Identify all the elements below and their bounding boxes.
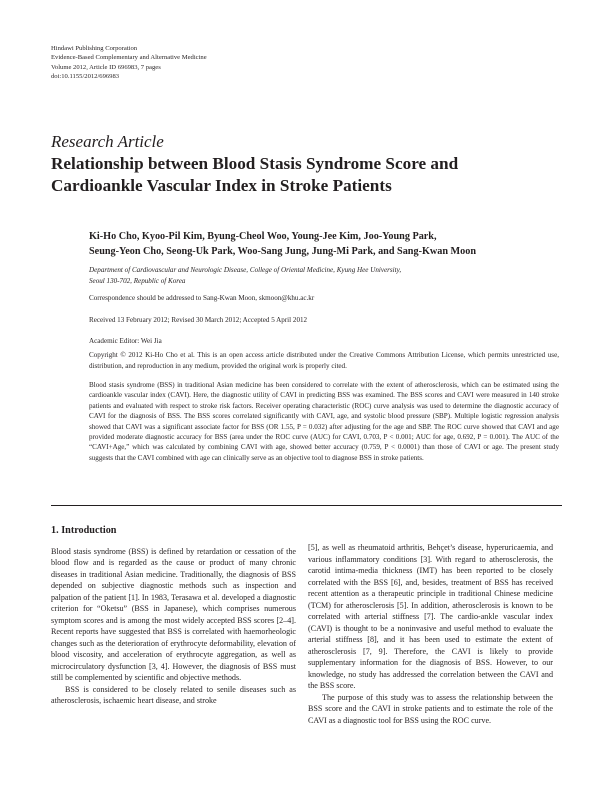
section-divider: [51, 505, 562, 506]
copyright-notice: Copyright © 2012 Ki-Ho Cho et al. This is an open access article distributed under the Creative Commons Attribution License, which permits unrestricted use, distribution, and reproduction in any medium, provided the original work is properly cited.: [89, 351, 559, 370]
intro-paragraph-2: BSS is considered to be closely related to senile diseases such as atherosclerosis, ischaemic heart disease, and stroke: [51, 684, 296, 705]
volume-info: Volume 2012, Article ID 696983, 7 pages: [51, 63, 161, 71]
article-type: Research Article: [51, 132, 164, 151]
received-dates: Received 13 February 2012; Revised 30 March 2012; Accepted 5 April 2012: [89, 316, 308, 324]
article-title: [51, 153, 571, 196]
author-list: [89, 230, 559, 259]
authors-line-1: Ki-Ho Cho, Kyoo-Pil Kim, Byung-Cheol Woo, Young-Jee Kim, Joo-Young Park,: [89, 231, 437, 242]
authors-line-2: Seung-Yeon Cho, Seong-Uk Park, Woo-Sang Jung, Jung-Mi Park, and Sang-Kwan Moon: [89, 245, 477, 257]
right-column: [308, 542, 553, 726]
intro-paragraph-2-continued: [5], as well as rheumatoid arthritis, Behçet’s disease, hyperuricaemia, and various inflammatory conditions [3]. With regard to atherosclerosis, the carotid intima-media thickness (IMT) has been reported to be closely correlated with the BSS [6], and, besides, treatment of BSS has received recent attention as a therapeutic principle in traditional Chinese medicine (TCM) for atherosclerosis [5]. In addition, atherosclerosis is known to be correlated with arterial stiffness [7]. The cardio-ankle vascular index (CAVI) is thought to be a noninvasive and useful method to evaluate the arterial stiffness [8], and it has been used to estimate the extent of atherosclerosis [7, 9]. Therefore, the CAVI is likely to provide supplementary information for the diagnosis of BSS. However, to our knowledge, no study has addressed the correlation between the CAVI and the BSS score.: [308, 543, 553, 690]
title-line-2: Cardioankle Vascular Index in Stroke Patients: [51, 175, 392, 195]
correspondence: Correspondence should be addressed to Sang-Kwan Moon, skmoon@khu.ac.kr: [89, 294, 315, 302]
intro-paragraph-1: Blood stasis syndrome (BSS) is defined by retardation or cessation of the blood flow and is regarded as the cause or product of many chronic diseases in traditional Asian medicine. Traditionally, the diagnosis of BSS depended on subjective diagnostic methods such as inspection and palpation of the patient [1]. In 1983, Terasawa et al. developed a diagnostic criterion for “Oketsu” (BSS in Japanese), which comprises numerous symptom scores and is among the most widely accepted BSS scores [2–4]. Recent reports have suggested that BSS is correlated with haemorheologic changes such as the deterioration of erythrocyte deformability, elevation of blood viscosity, and acceleration of erythrocyte aggregation, as well as microcirculatory dysfunction [3, 4]. However, the diagnosis of BSS must still be complemented by scientific and objective methods.: [51, 546, 296, 682]
intro-paragraph-3: The purpose of this study was to assess the relationship between the BSS score and the CAVI in stroke patients and to estimate the role of the CAVI as a diagnostic tool for BSS using the ROC curve.: [308, 692, 553, 725]
journal-name: Evidence-Based Complementary and Alternative Medicine: [51, 54, 207, 62]
title-line-1: Relationship between Blood Stasis Syndrome Score and: [51, 154, 459, 173]
publisher-name: Hindawi Publishing Corporation: [51, 45, 138, 52]
affiliation: [89, 265, 559, 286]
introduction-heading: 1. Introduction: [51, 525, 117, 536]
academic-editor: Academic Editor: Wei Jia: [89, 337, 162, 345]
left-column: [51, 525, 296, 707]
abstract: Blood stasis syndrome (BSS) in traditional Asian medicine has been considered to correlate with the extent of atherosclerosis, which can be estimated using the cardioankle vascular index (CAVI). Here, the diagnostic utility of CAVI in predicting BSS was examined. The BSS scores and CAVI were measured in 140 stroke patients and evaluated with respect to stroke risk factors. Receiver operating characteristic (ROC) curve analysis was used to determine the diagnostic accuracy of CAVI for the diagnosis of BSS. The BSS scores correlated significantly with CAVI, age, and systolic blood pressure (SBP). Multiple logistic regression analysis showed that CAVI was a significant associate factor for BSS (OR 1.55, P = 0.032) after adjusting for the age and SBP. The ROC curve showed that CAVI and age provided moderate diagnostic accuracy for BSS (area under the ROC curve (AUC) for CAVI, 0.703, P < 0.001; AUC for age, 0.692, P = 0.001). The AUC of the “CAVI+Age,” which was calculated by combining CAVI with age, showed better accuracy (0.759, P < 0.0001) than those of CAVI or age. The present study suggests that the CAVI combined with age can clinically serve as an objective tool to diagnose BSS in stroke patients.: [89, 381, 559, 462]
doi[interactable]: doi:10.1155/2012/696983: [51, 73, 120, 81]
affiliation-line-2: Seoul 130-702, Republic of Korea: [89, 276, 186, 285]
affiliation-line-1: Department of Cardiovascular and Neurologic Disease, College of Oriental Medicine, Kyung Hee University,: [89, 266, 402, 274]
publisher-info: [51, 44, 207, 82]
